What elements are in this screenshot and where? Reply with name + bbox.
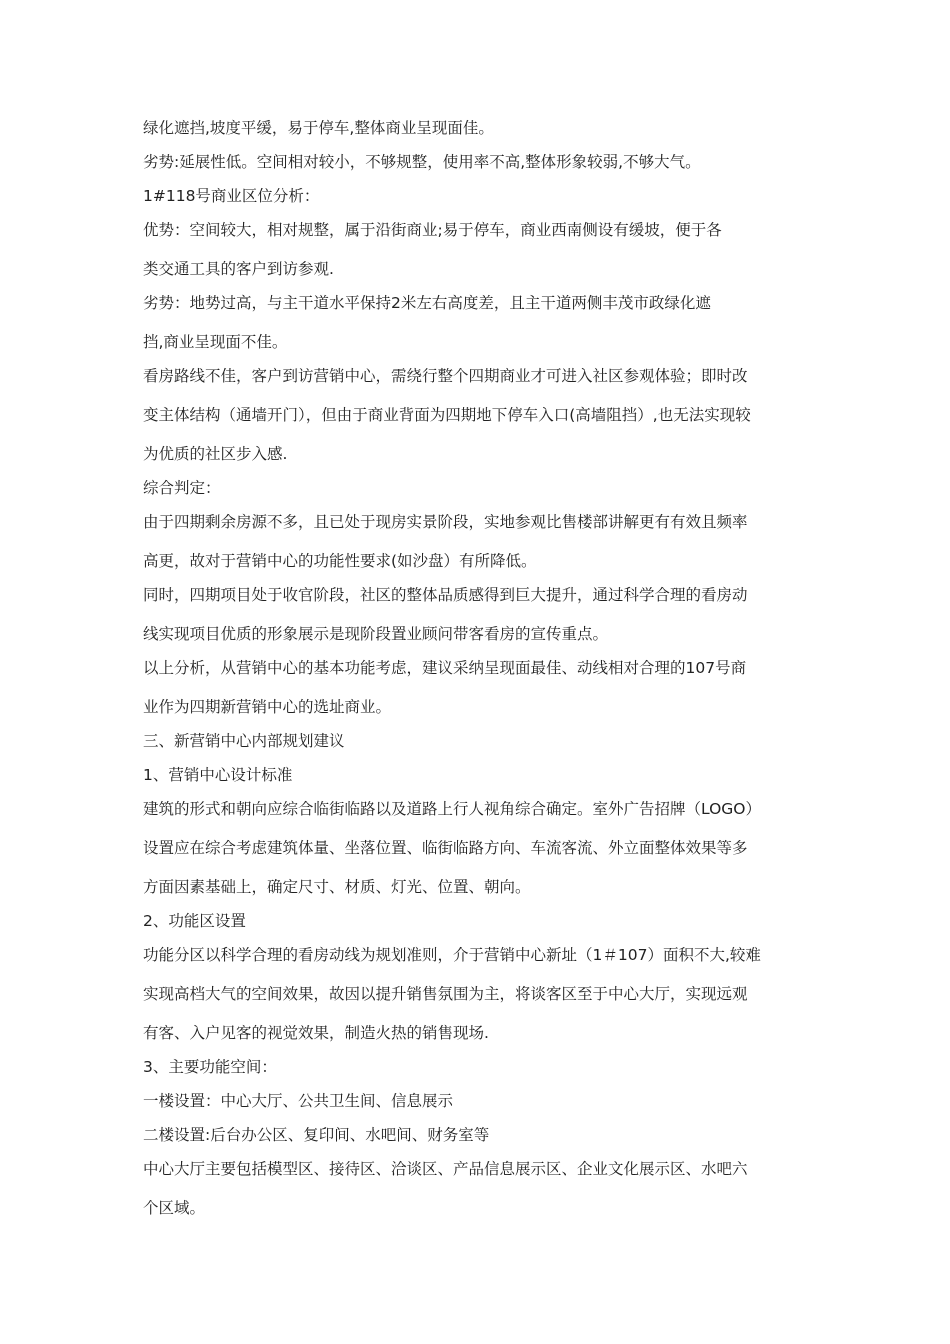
subsection-heading: 1、营销中心设计标准 bbox=[143, 766, 293, 784]
subsection-heading: 2、功能区设置 bbox=[143, 912, 246, 930]
text-line: 优势：空间较大，相对规整，属于沿街商业;易于停车，商业西南侧设有缓坡，便于各 bbox=[143, 221, 722, 239]
text-line: 方面因素基础上，确定尺寸、材质、灯光、位置、朝向。 bbox=[143, 878, 531, 896]
text-line: 建筑的形式和朝向应综合临街临路以及道路上行人视角综合确定。室外广告招牌（LOGO） bbox=[143, 800, 761, 818]
text-line: 有客、入户见客的视觉效果，制造火热的销售现场. bbox=[143, 1024, 489, 1042]
text-line: 业作为四期新营销中心的选址商业。 bbox=[143, 698, 392, 716]
text-line: 二楼设置:后台办公区、复印间、水吧间、财务室等 bbox=[143, 1126, 490, 1144]
text-line: 看房路线不佳，客户到访营销中心，需绕行整个四期商业才可进入社区参观体验；即时改 bbox=[143, 367, 748, 385]
text-line: 绿化遮挡,坡度平缓，易于停车,整体商业呈现面佳。 bbox=[143, 119, 494, 137]
section-heading: 三、新营销中心内部规划建议 bbox=[143, 732, 345, 750]
document-body bbox=[143, 118, 811, 1218]
text-line: 一楼设置：中心大厅、公共卫生间、信息展示 bbox=[143, 1092, 454, 1110]
text-line: 功能分区以科学合理的看房动线为规划准则，介于营销中心新址（1＃107）面积不大,较难 bbox=[143, 946, 761, 964]
text-line: 变主体结构（通墙开门），但由于商业背面为四期地下停车入口(高墙阻挡）,也无法实现较 bbox=[143, 406, 751, 424]
text-line: 劣势:延展性低。空间相对较小，不够规整，使用率不高,整体形象较弱,不够大气。 bbox=[143, 153, 701, 171]
section-heading: 1#118号商业区位分析： bbox=[143, 187, 320, 205]
text-line: 劣势：地势过高，与主干道水平保持2米左右高度差，且主干道两侧丰茂市政绿化遮 bbox=[143, 294, 711, 312]
subsection-heading: 3、主要功能空间： bbox=[143, 1058, 277, 1076]
section-heading: 综合判定： bbox=[143, 479, 221, 497]
text-line: 类交通工具的客户到访参观. bbox=[143, 260, 334, 278]
text-line: 线实现项目优质的形象展示是现阶段置业顾问带客看房的宣传重点。 bbox=[143, 625, 609, 643]
text-line: 高更，故对于营销中心的功能性要求(如沙盘）有所降低。 bbox=[143, 552, 537, 570]
text-line: 为优质的社区步入感. bbox=[143, 445, 288, 463]
text-line: 由于四期剩余房源不多，且已处于现房实景阶段，实地参观比售楼部讲解更有有效且频率 bbox=[143, 513, 748, 531]
text-line: 挡,商业呈现面不佳。 bbox=[143, 333, 288, 351]
text-line: 实现高档大气的空间效果，故因以提升销售氛围为主，将谈客区至于中心大厅，实现远观 bbox=[143, 985, 748, 1003]
text-line: 同时，四期项目处于收官阶段，社区的整体品质感得到巨大提升，通过科学合理的看房动 bbox=[143, 586, 748, 604]
text-line: 中心大厅主要包括模型区、接待区、洽谈区、产品信息展示区、企业文化展示区、水吧六 bbox=[143, 1160, 748, 1178]
text-line: 设置应在综合考虑建筑体量、坐落位置、临街临路方向、车流客流、外立面整体效果等多 bbox=[143, 839, 748, 857]
text-line: 个区域。 bbox=[143, 1199, 206, 1217]
text-line: 以上分析，从营销中心的基本功能考虑，建议采纳呈现面最佳、动线相对合理的107号商 bbox=[143, 659, 747, 677]
